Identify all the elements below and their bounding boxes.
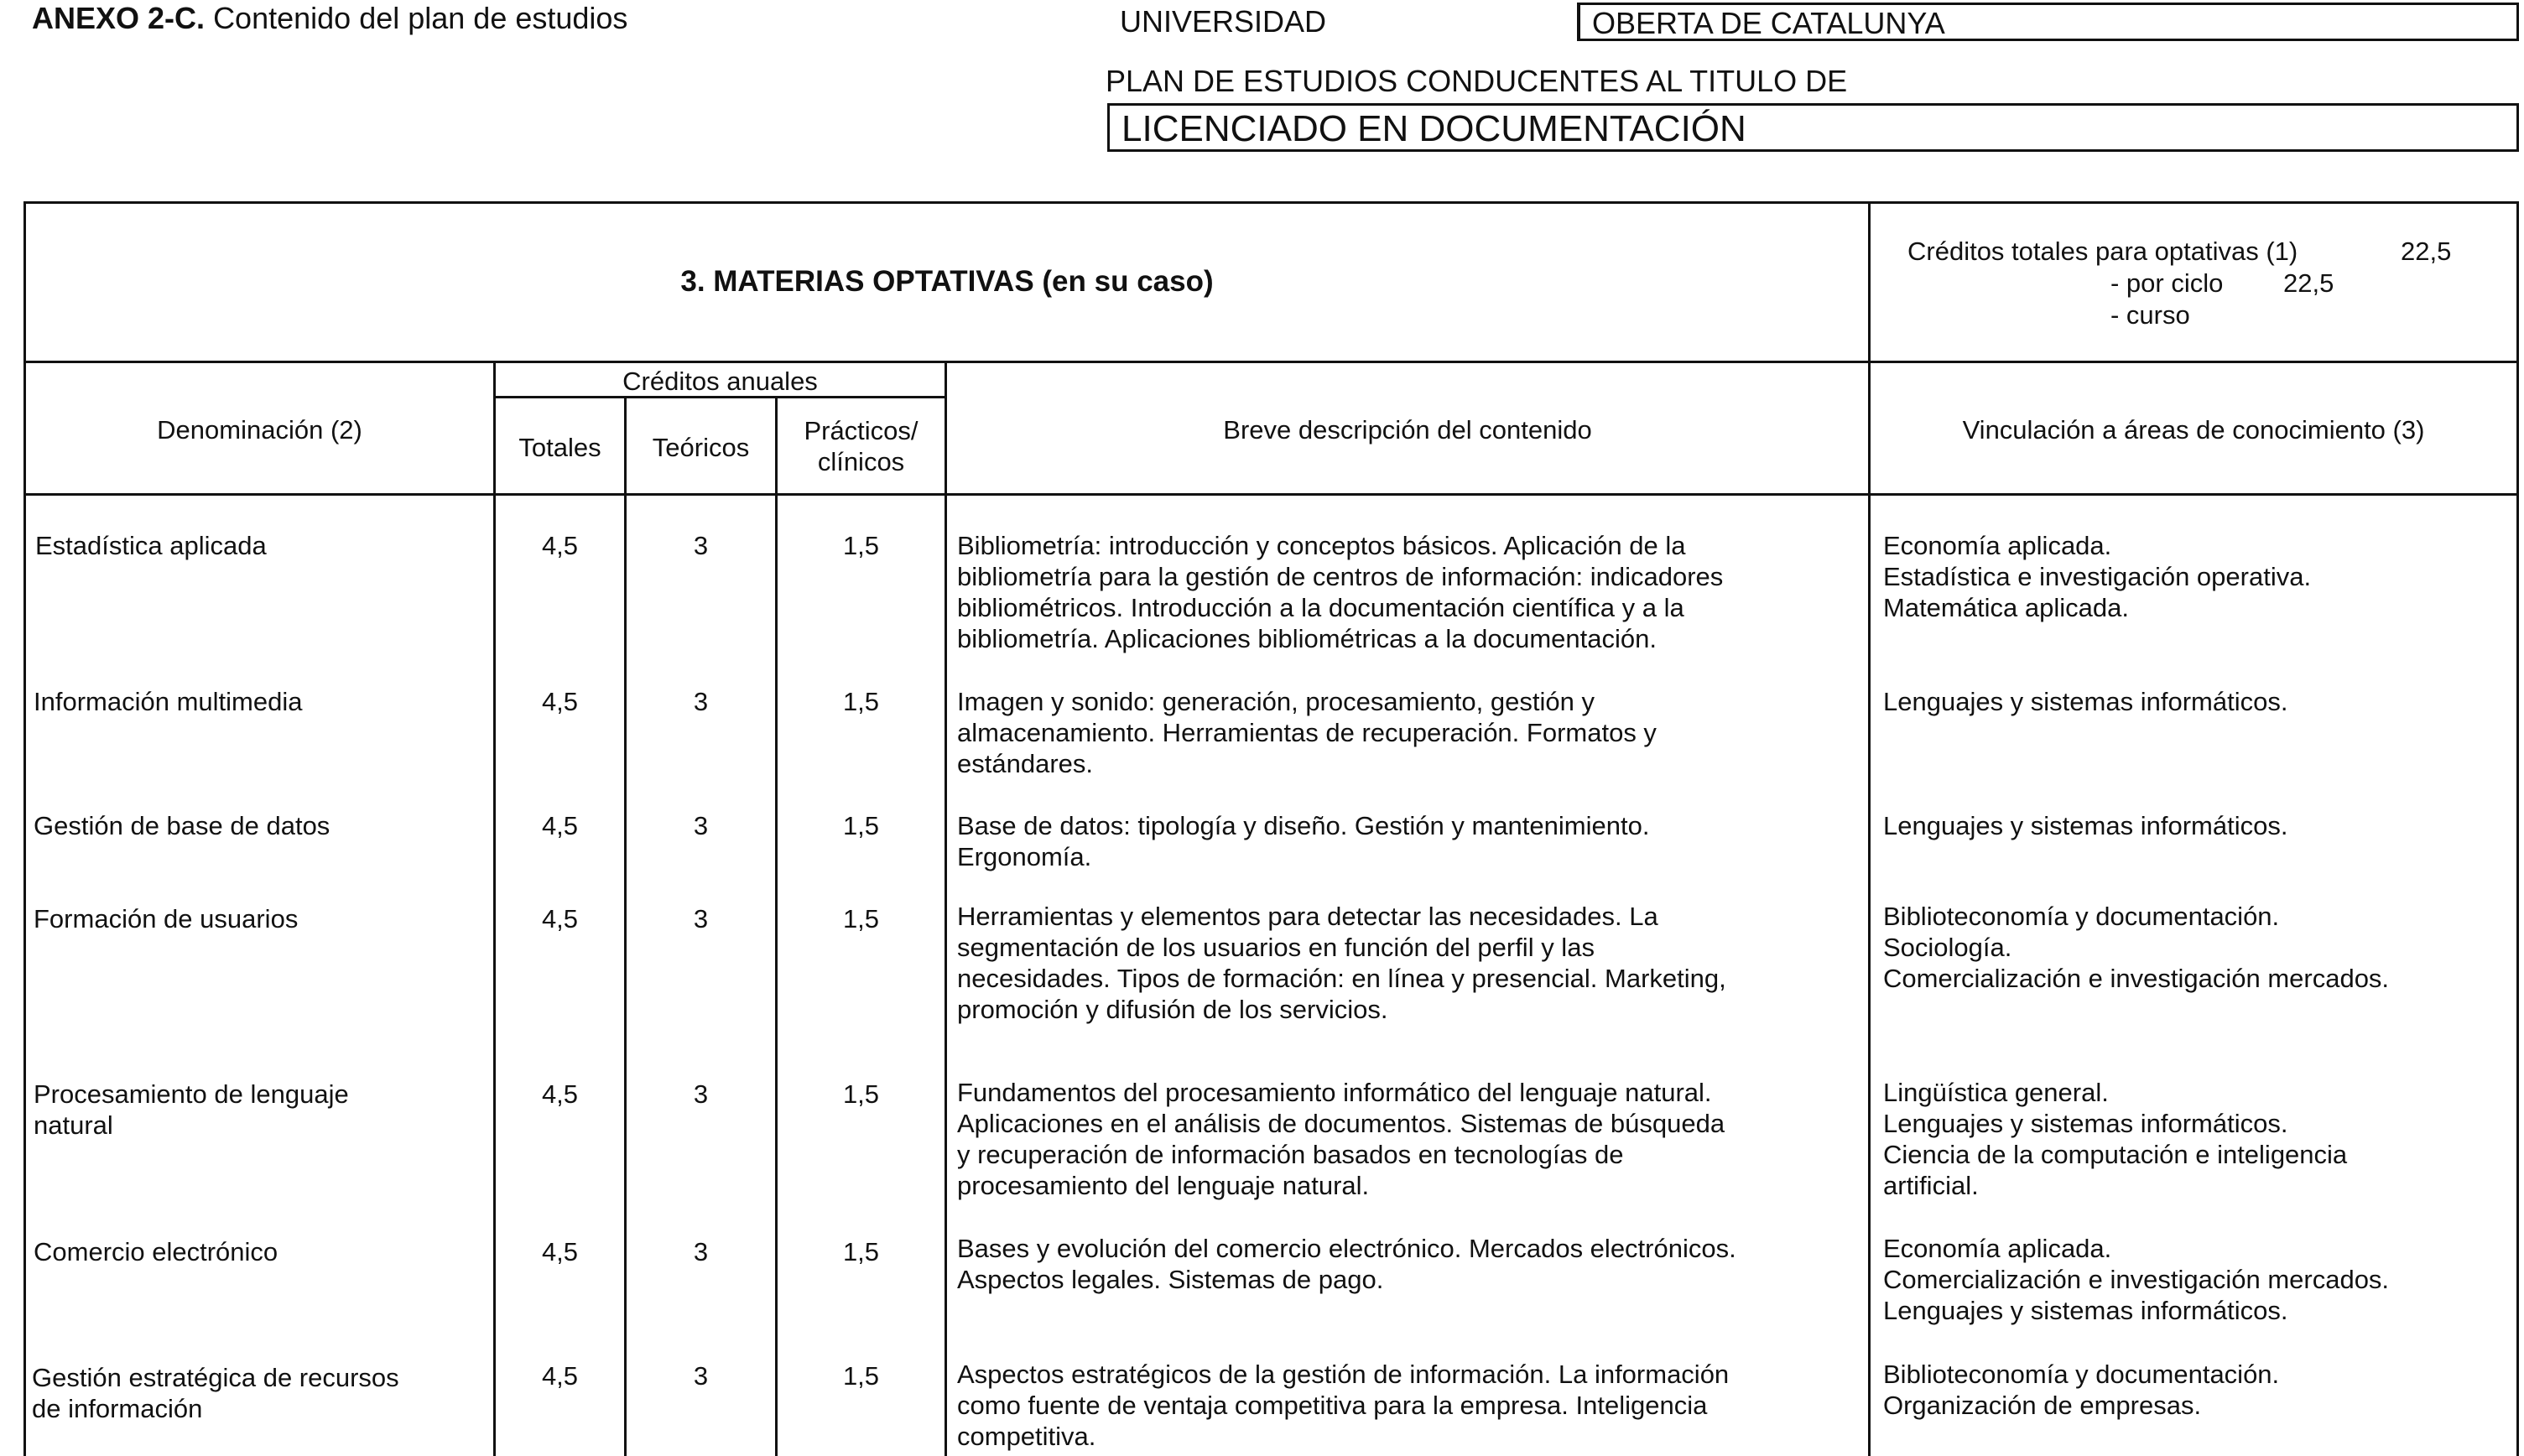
row-name: Comercio electrónico — [34, 1237, 278, 1266]
per-course-label: - curso — [2110, 300, 2190, 330]
university-name: OBERTA DE CATALUNYA — [1577, 3, 2519, 41]
col-practice-header: Prácticos/ clínicos — [804, 416, 919, 476]
row-areas: Economía aplicada. Comercialización e investigación mercados. Lenguajes y sistemas informáticos. — [1883, 1234, 2390, 1325]
annex-title: Contenido del plan de estudios — [213, 1, 628, 35]
col-theory-header: Teóricos — [652, 433, 750, 462]
row-name: Información multimedia — [34, 687, 303, 716]
annex-heading — [32, 2, 627, 35]
row-areas: Economía aplicada. Estadística e investigación operativa. Matemática aplicada. — [1883, 531, 2312, 622]
plan-label: PLAN DE ESTUDIOS CONDUCENTES AL TITULO DE — [1106, 64, 1848, 98]
row-practice: 1,5 — [842, 531, 880, 560]
row-theory: 3 — [693, 1079, 709, 1109]
col-description-header: Breve descripción del contenido — [1223, 415, 1592, 445]
row-totals: 4,5 — [541, 531, 579, 560]
row-theory: 3 — [693, 1361, 709, 1391]
row-description: Bibliometría: introducción y conceptos básicos. Aplicación de la bibliometría para la gestión de centros de información: indicadores bibliométricos. Introducción a la documentación científica y a la bibliometría. Aplicaciones bibliométricas a la documentación. — [957, 531, 1724, 653]
col-areas-header: Vinculación a áreas de conocimiento (3) — [1962, 415, 2425, 445]
table-right-border — [2516, 201, 2519, 1456]
credits-total-label: Créditos totales para optativas (1) — [1907, 237, 2298, 266]
university-label: UNIVERSIDAD — [1120, 4, 1327, 39]
row-totals: 4,5 — [541, 1361, 579, 1391]
table-top-border — [23, 201, 2519, 204]
row-theory: 3 — [693, 904, 709, 933]
row-theory: 3 — [693, 1237, 709, 1266]
annex-label: ANEXO 2-C. — [32, 1, 206, 35]
row-areas: Lingüística general. Lenguajes y sistemas informáticos. Ciencia de la computación e inteligencia artificial. — [1883, 1078, 2348, 1200]
row-description: Bases y evolución del comercio electrónico. Mercados electrónicos. Aspectos legales. Sistemas de pago. — [957, 1234, 1736, 1294]
row-name: Gestión estratégica de recursos de información — [32, 1363, 399, 1423]
row-areas: Biblioteconomía y documentación. Organización de empresas. — [1883, 1360, 2280, 1420]
row-totals: 4,5 — [541, 1237, 579, 1266]
row-description: Aspectos estratégicos de la gestión de información. La información como fuente de ventaja competitiva para la empresa. Inteligencia competitiva. — [957, 1360, 1730, 1451]
row-theory: 3 — [693, 531, 709, 560]
col-name-header: Denominación (2) — [157, 415, 362, 445]
row-name: Procesamiento de lenguaje natural — [34, 1079, 349, 1140]
row-description: Imagen y sonido: generación, procesamiento, gestión y almacenamiento. Herramientas de recuperación. Formatos y estándares. — [957, 687, 1657, 778]
row-description: Base de datos: tipología y diseño. Gestión y mantenimiento. Ergonomía. — [957, 811, 1650, 871]
row-practice: 1,5 — [842, 904, 880, 933]
row-description: Fundamentos del procesamiento informático del lenguaje natural. Aplicaciones en el análisis de documentos. Sistemas de búsqueda y recuperación de información basados en tecnologías de procesamiento del lenguaje natural. — [957, 1078, 1725, 1200]
per-cycle-label: - por ciclo — [2110, 268, 2224, 298]
section-title: 3. MATERIAS OPTATIVAS (en su caso) — [680, 265, 1214, 298]
row-theory: 3 — [693, 687, 709, 716]
col-totals-header: Totales — [518, 433, 601, 462]
row-theory: 3 — [693, 811, 709, 840]
row-practice: 1,5 — [842, 687, 880, 716]
credits-total-value: 22,5 — [2401, 237, 2452, 266]
degree-title: LICENCIADO EN DOCUMENTACIÓN — [1107, 103, 2519, 152]
row-totals: 4,5 — [541, 687, 579, 716]
row-areas: Lenguajes y sistemas informáticos. — [1883, 811, 2288, 840]
row-areas: Biblioteconomía y documentación. Sociología. Comercialización e investigación mercados. — [1883, 902, 2390, 993]
row-practice: 1,5 — [842, 1361, 880, 1391]
description-column-border — [945, 361, 947, 1456]
per-cycle-value: 22,5 — [2283, 268, 2334, 298]
header-bottom-border — [23, 493, 2519, 496]
section-divider — [23, 361, 2519, 363]
row-name: Formación de usuarios — [34, 904, 299, 933]
row-totals: 4,5 — [541, 811, 579, 840]
row-practice: 1,5 — [842, 1079, 880, 1109]
row-totals: 4,5 — [541, 904, 579, 933]
row-practice: 1,5 — [842, 811, 880, 840]
row-name: Gestión de base de datos — [34, 811, 330, 840]
col-annual-credits-header: Créditos anuales — [622, 367, 818, 396]
row-totals: 4,5 — [541, 1079, 579, 1109]
row-description: Herramientas y elementos para detectar las necesidades. La segmentación de los usuarios en función del perfil y las necesidades. Tipos de formación: en línea y presencial. Marketing, promoción y difusión de los servicios. — [957, 902, 1726, 1024]
row-areas: Lenguajes y sistemas informáticos. — [1883, 687, 2288, 716]
row-name: Estadística aplicada — [35, 531, 267, 560]
areas-column-border — [1868, 201, 1871, 1456]
table-left-border — [23, 201, 26, 1456]
row-practice: 1,5 — [842, 1237, 880, 1266]
